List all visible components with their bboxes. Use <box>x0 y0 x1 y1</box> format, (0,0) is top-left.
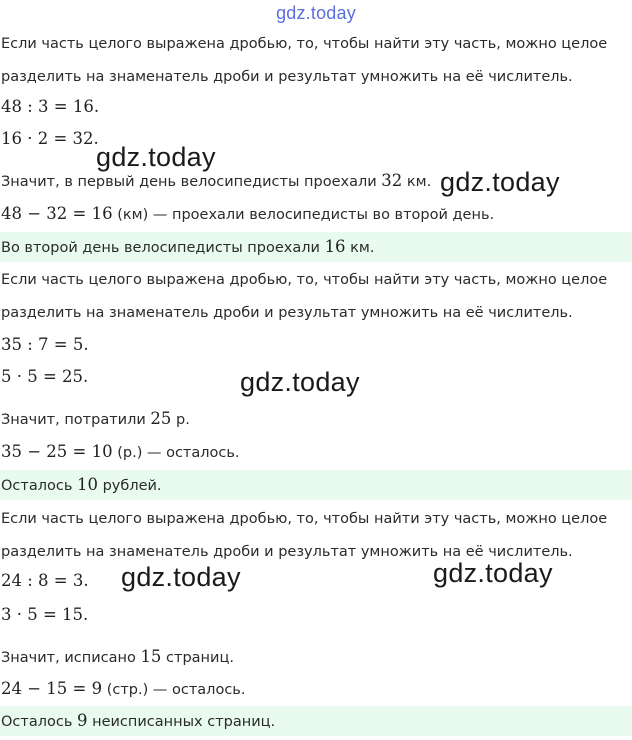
watermark-text: gdz.today <box>240 367 360 397</box>
answer-line: Во второй день велосипедисты проехали 16 км. <box>0 232 632 262</box>
rule-line-1: Если часть целого выражена дробью, то, чтобы найти эту часть, можно целое <box>1 511 608 527</box>
rule-line-2: разделить на знаменатель дроби и результат умножить на её числитель. <box>1 544 573 560</box>
calc-line: 48 : 3 = 16. <box>1 97 100 116</box>
remainder-line: 35 − 25 = 10 (р.) — осталось. <box>1 442 240 461</box>
remainder-line: 24 − 15 = 9 (стр.) — осталось. <box>1 679 246 698</box>
remainder-line: 48 − 32 = 16 (км) — проехали велосипедисты во второй день. <box>1 204 495 223</box>
watermark-text: gdz.today <box>440 167 560 197</box>
result-line: Значит, потратили 25 р. <box>1 409 190 428</box>
result-line: Значит, в первый день велосипедисты проехали 32 км. <box>1 171 432 190</box>
calc-line: 35 : 7 = 5. <box>1 335 89 354</box>
calc-line: 3 · 5 = 15. <box>1 605 89 624</box>
watermark-text: gdz.today <box>433 558 553 588</box>
header-watermark: gdz.today <box>276 3 356 23</box>
rule-line-1: Если часть целого выражена дробью, то, чтобы найти эту часть, можно целое <box>1 272 608 288</box>
calc-line: 5 · 5 = 25. <box>1 367 89 386</box>
calc-line: 16 · 2 = 32. <box>1 129 99 148</box>
answer-line: Осталось 9 неисписанных страниц. <box>0 706 632 736</box>
rule-line-2: разделить на знаменатель дроби и результат умножить на её числитель. <box>1 69 573 85</box>
answer-line: Осталось 10 рублей. <box>0 470 632 500</box>
rule-line-2: разделить на знаменатель дроби и результат умножить на её числитель. <box>1 305 573 321</box>
watermark-text: gdz.today <box>121 562 241 592</box>
calc-line: 24 : 8 = 3. <box>1 571 89 590</box>
rule-line-1: Если часть целого выражена дробью, то, чтобы найти эту часть, можно целое <box>1 36 608 52</box>
result-line: Значит, исписано 15 страниц. <box>1 647 234 666</box>
watermark-text: gdz.today <box>96 142 216 172</box>
